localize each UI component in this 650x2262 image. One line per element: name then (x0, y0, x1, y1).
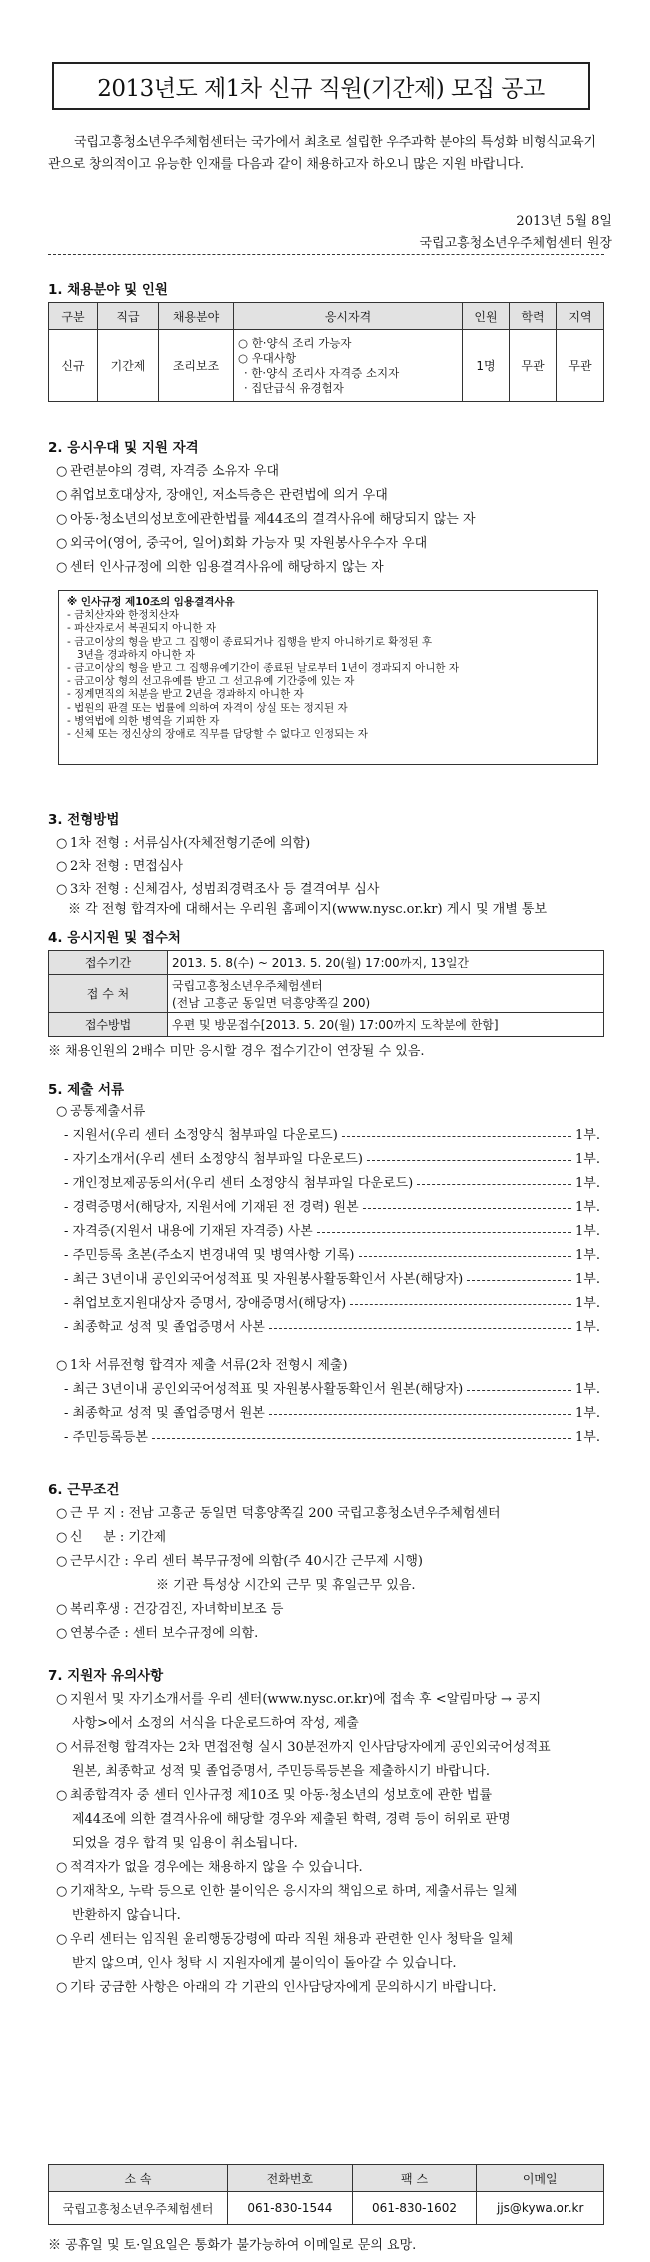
table-header: 직급 (98, 303, 159, 330)
list-item: 센터 인사규정에 의한 임용결격사유에 해당하지 않는 자 (70, 560, 384, 575)
document-quantity: 1부. (575, 1406, 600, 1421)
box-line: - 징계면직의 처분을 받고 2년을 경과하지 아니한 자 (67, 688, 304, 701)
doc-row (64, 1426, 600, 1445)
note-line: 최종합격자 중 센터 인사규정 제10조 및 아동·청소년의 성보호에 관한 법률 (70, 1788, 493, 1803)
dotted-leader (269, 1327, 571, 1329)
list-item: 근무시간 : 우리 센터 복무규정에 의함(주 40시간 근무제 시행) (70, 1554, 423, 1569)
list-item: ○ 최종합격자 중 센터 인사규정 제10조 및 아동·청소년의 성보호에 관한 법률 제44조에 의한 결격사유에 해당할 경우와 제출된 학력, 경력 등이 허위로 판명 되었을 경우 합격 및 임용이 취소됩니다. (56, 1784, 606, 1856)
section-2-heading: 2. 응시우대 및 지원 자격 (48, 440, 199, 456)
document-quantity: 1부. (575, 1430, 600, 1445)
dotted-leader (350, 1303, 571, 1305)
note-line: 우리 센터는 임직원 윤리행동강령에 따라 직원 채용과 관련한 인사 청탁을 일체 (70, 1932, 514, 1947)
dotted-leader (467, 1279, 571, 1281)
list-item: ○ 지원서 및 자기소개서를 우리 센터(www.nysc.or.kr)에 접속 후 <알림마당 → 공지 사항>에서 소정의 서식을 다운로드하여 작성, 제출 (56, 1688, 606, 1736)
contact-table (48, 2164, 604, 2225)
section-7-heading: 7. 지원자 유의사항 (48, 1668, 164, 1684)
doc-name: - 주민등록등본 (64, 1430, 148, 1445)
list-item: 관련분야의 경력, 자격증 소유자 우대 (70, 464, 280, 479)
doc-name: - 지원서(우리 센터 소정양식 첨부파일 다운로드) (64, 1128, 338, 1143)
section-5-heading: 5. 제출 서류 (48, 1082, 125, 1098)
document-quantity: 1부. (575, 1296, 600, 1311)
qualification-line: · 한·양식 조리사 자격증 소지자 (244, 365, 400, 380)
contact-email[interactable]: jjs@kywa.or.kr (477, 2192, 604, 2225)
list-item: 아동·청소년의성보호에관한법률 제44조의 결격사유에 해당되지 않는 자 (70, 512, 476, 527)
table-cell: 2013. 5. 8(수) ~ 2013. 5. 20(월) 17:00까지, 13일간 (168, 951, 604, 975)
doc-row (64, 1172, 600, 1191)
dotted-leader (467, 1389, 571, 1391)
table-cell: 1명 (463, 330, 510, 402)
doc-row (64, 1196, 600, 1215)
notes-list (56, 1688, 606, 2000)
doc-row (64, 1378, 600, 1397)
doc-name: - 경력증명서(해당자, 지원서에 기재된 전 경력) 원본 (64, 1200, 359, 1215)
doc-name: - 자격증(지원서 내용에 기재된 자격증) 사본 (64, 1224, 313, 1239)
list-item: 1차 서류전형 합격자 제출 서류(2차 전형시 제출) (70, 1358, 348, 1373)
note-line: 서류전형 합격자는 2차 면접전형 실시 30분전까지 인사담당자에게 공인외국어성적표 (70, 1740, 551, 1755)
table-header: 구분 (49, 303, 98, 330)
section-6-heading: 6. 근무조건 (48, 1482, 120, 1498)
list-item: 연봉수준 : 센터 보수규정에 의함. (70, 1626, 259, 1641)
document-quantity: 1부. (575, 1248, 600, 1263)
table-header: 팩 스 (352, 2165, 477, 2192)
office-address: (전남 고흥군 동일면 덕흥양쪽길 200) (172, 995, 371, 1010)
doc-name: - 개인정보제공동의서(우리 센터 소정양식 첨부파일 다운로드) (64, 1176, 414, 1191)
doc-row (64, 1292, 600, 1311)
table-cell: 061-830-1544 (228, 2192, 353, 2225)
doc-row (64, 1124, 600, 1143)
selection-note: ※ 각 전형 합격자에 대해서는 우리원 홈페이지(www.nysc.or.kr) 게시 및 개별 통보 (68, 902, 548, 917)
box-line: - 금치산자와 한정치산자 (67, 609, 179, 622)
note-line: 제44조에 의한 결격사유에 해당할 경우와 제출된 학력, 경력 등이 허위로 판명 (72, 1812, 511, 1827)
table-header: 응시자격 (234, 303, 463, 330)
doc-name: - 최근 3년이내 공인외국어성적표 및 자원봉사활동확인서 사본(해당자) (64, 1272, 464, 1287)
note-line: 되었을 경우 합격 및 임용이 취소됩니다. (72, 1836, 298, 1851)
dotted-leader (363, 1207, 571, 1209)
doc-row (64, 1268, 600, 1287)
table-cell: 조리보조 (159, 330, 234, 402)
application-table (48, 950, 604, 1037)
list-item: ○ 기재착오, 누락 등으로 인한 불이익은 응시자의 책임으로 하며, 제출서류는 일체 반환하지 않습니다. (56, 1880, 606, 1928)
doc-name: - 최근 3년이내 공인외국어성적표 및 자원봉사활동확인서 원본(해당자) (64, 1382, 464, 1397)
dotted-leader (269, 1413, 571, 1415)
table-header: 접 수 처 (49, 975, 168, 1013)
table-cell: 우편 및 방문접수[2013. 5. 20(월) 17:00까지 도착분에 한함] (168, 1013, 604, 1037)
box-line: - 금고이상의 형을 받고 그 집행유예기간이 종료된 날로부터 1년이 경과되지 아니한 자 (67, 662, 460, 675)
list-item: 1차 전형 : 서류심사(자체전형기준에 의함) (70, 836, 311, 851)
list-item: 2차 전형 : 면접심사 (70, 859, 183, 874)
list-item: 근 무 지 : 전남 고흥군 동일면 덕흥양쪽길 200 국립고흥청소년우주체험센터 (70, 1506, 501, 1521)
qualifications-cell (234, 330, 463, 402)
table-header: 지역 (557, 303, 604, 330)
page-title: 2013년도 제1차 신규 직원(기간제) 모집 공고 (52, 62, 590, 110)
box-line: - 법원의 판결 또는 법률에 의하여 자격이 상실 또는 정지된 자 (67, 701, 348, 714)
qualification-line: ○ 우대사항 (238, 350, 297, 365)
dotted-leader (342, 1135, 571, 1137)
document-quantity: 1부. (575, 1320, 600, 1335)
table-header: 접수방법 (49, 1013, 168, 1037)
table-cell: 신규 (49, 330, 98, 402)
table-cell: 국립고흥청소년우주체험센터 (49, 2192, 228, 2225)
note-line: 적격자가 없을 경우에는 채용하지 않을 수 있습니다. (70, 1860, 363, 1875)
list-item: 외국어(영어, 중국어, 일어)회화 가능자 및 자원봉사우수자 우대 (70, 536, 428, 551)
box-line: ※ 인사규정 제10조의 임용결격사유 (67, 596, 235, 608)
note-line: 기재착오, 누락 등으로 인한 불이익은 응시자의 책임으로 하며, 제출서류는 일체 (70, 1884, 518, 1899)
list-item: 3차 전형 : 신체검사, 성범죄경력조사 등 결격여부 심사 (70, 882, 380, 897)
divider (48, 254, 604, 255)
list-item: ○ 우리 센터는 임직원 윤리행동강령에 따라 직원 채용과 관련한 인사 청탁을 일체 받지 않으며, 인사 청탁 시 지원자에게 불이익이 돌아갈 수 있습니다. (56, 1928, 606, 1976)
section-4-heading: 4. 응시지원 및 접수처 (48, 930, 181, 946)
list-item: 공통제출서류 (70, 1104, 146, 1119)
doc-name: - 최종학교 성적 및 졸업증명서 사본 (64, 1320, 265, 1335)
box-line: - 금고이상의 형을 받고 그 집행이 종료되거나 집행을 받지 아니하기로 확정된 후 (67, 635, 433, 648)
table-header: 접수기간 (49, 951, 168, 975)
document-quantity: 1부. (575, 1224, 600, 1239)
table-header: 전화번호 (228, 2165, 353, 2192)
list-item: ○ 적격자가 없을 경우에는 채용하지 않을 수 있습니다. (56, 1860, 363, 1875)
document-quantity: 1부. (575, 1382, 600, 1397)
list-item: ○ 서류전형 합격자는 2차 면접전형 실시 30분전까지 인사담당자에게 공인외국어성적표 원본, 최종학교 성적 및 졸업증명서, 주민등록등본을 제출하시기 바랍니다. (56, 1736, 606, 1784)
notice-signer: 국립고흥청소년우주체험센터 원장 (419, 236, 612, 251)
dotted-leader (359, 1255, 572, 1257)
table-cell (168, 975, 604, 1013)
dotted-leader (417, 1183, 571, 1185)
application-note: ※ 채용인원의 2배수 미만 응시할 경우 접수기간이 연장될 수 있음. (48, 1044, 425, 1059)
dotted-leader (367, 1159, 571, 1161)
list-item: 복리후생 : 건강검진, 자녀학비보조 등 (70, 1602, 284, 1617)
position-table (48, 302, 604, 402)
dotted-leader (317, 1231, 571, 1233)
qualification-line: ○ 한·양식 조리 가능자 (238, 335, 352, 350)
list-item: ○ 기타 궁금한 사항은 아래의 각 기관의 인사담당자에게 문의하시기 바랍니다. (56, 1980, 497, 1995)
table-header: 학력 (510, 303, 557, 330)
notice-date: 2013년 5월 8일 (516, 214, 612, 229)
note-line: 반환하지 않습니다. (72, 1908, 181, 1923)
qualification-line: · 집단급식 유경험자 (244, 380, 344, 395)
table-header: 소 속 (49, 2165, 228, 2192)
work-hours-note: ※ 기관 특성상 시간외 근무 및 휴일근무 있음. (156, 1578, 416, 1593)
doc-row (64, 1220, 600, 1239)
box-line: - 파산자로서 복권되지 아니한 자 (67, 622, 216, 635)
table-cell: 061-830-1602 (352, 2192, 477, 2225)
doc-name: - 최종학교 성적 및 졸업증명서 원본 (64, 1406, 265, 1421)
section-3-heading: 3. 전형방법 (48, 812, 120, 828)
document-quantity: 1부. (575, 1200, 600, 1215)
table-cell: 무관 (557, 330, 604, 402)
document-quantity: 1부. (575, 1128, 600, 1143)
doc-row (64, 1316, 600, 1335)
list-item: 취업보호대상자, 장애인, 저소득층은 관련법에 의거 우대 (70, 488, 388, 503)
note-line: 기타 궁금한 사항은 아래의 각 기관의 인사담당자에게 문의하시기 바랍니다. (70, 1980, 497, 1995)
box-line: - 금고이상 형의 선고유예를 받고 그 선고유예 기간중에 있는 자 (67, 675, 355, 688)
box-line: - 신체 또는 정신상의 장애로 직무를 담당할 수 없다고 인정되는 자 (67, 728, 368, 741)
note-line: 지원서 및 자기소개서를 우리 센터(www.nysc.or.kr)에 접속 후 <알림마당 → 공지 (70, 1692, 542, 1707)
note-line: 사항>에서 소정의 서식을 다운로드하여 작성, 제출 (72, 1716, 359, 1731)
disqualification-box (58, 590, 598, 765)
intro-paragraph: 국립고흥청소년우주체험센터는 국가에서 최초로 설립한 우주과학 분야의 특성화 비형식교육기관으로 창의적이고 유능한 인재를 다음과 같이 채용하고자 하오니 많은 지원 바랍니다. (48, 135, 596, 172)
table-header: 이메일 (477, 2165, 604, 2192)
document-quantity: 1부. (575, 1176, 600, 1191)
box-line: - 병역법에 의한 병역을 기피한 자 (67, 714, 220, 727)
contact-note: ※ 공휴일 및 토·일요일은 통화가 불가능하여 이메일로 문의 요망. (48, 2238, 417, 2253)
table-header: 인원 (463, 303, 510, 330)
document-quantity: 1부. (575, 1272, 600, 1287)
doc-name: - 자기소개서(우리 센터 소정양식 첨부파일 다운로드) (64, 1152, 363, 1167)
table-cell: 무관 (510, 330, 557, 402)
list-item: 신 분 : 기간제 (70, 1530, 167, 1545)
doc-name: - 취업보호지원대상자 증명서, 장애증명서(해당자) (64, 1296, 347, 1311)
office-name: 국립고흥청소년우주체험센터 (172, 978, 323, 993)
dotted-leader (152, 1437, 571, 1439)
doc-row (64, 1148, 600, 1167)
doc-name: - 주민등록 초본(주소지 변경내역 및 병역사항 기록) (64, 1248, 355, 1263)
doc-row (64, 1402, 600, 1421)
note-line: 원본, 최종학교 성적 및 졸업증명서, 주민등록등본을 제출하시기 바랍니다. (72, 1764, 491, 1779)
doc-row (64, 1244, 600, 1263)
table-cell: 기간제 (98, 330, 159, 402)
box-line: 3년을 경과하지 아니한 자 (77, 648, 196, 661)
recruitment-notice-page: 2013년도 제1차 신규 직원(기간제) 모집 공고 국립고흥청소년우주체험센터는 국가에서 최초로 설립한 우주과학 분야의 특성화 비형식교육기관으로 창의적이고 유능한 인재를 다음과 같이 채용하고자 하오니 많은 지원 바랍니다. 2013년 5월 8일 국립고흥청소년우주체험센터 원장 1. 채용분야 및 인원 구분 직급 채용분야 응시자격 인원 학력 지역 신규 기간제 조리보조 ○ 한·양식 조리 가능자 ○ 우대사항 · 한·양식 조리사 자격증 소지자 · 집단급식 유경험자 1명 무관 무관 2. 응시우대 및 지원 자격 ○ 관련분야의 경력, 자격증 소유자 우대 ○ 취업보호대상자, 장애인, 저소득층은 관련법에 의거 우대 ○ 아동·청소년의성보호에관한법률 제44조의 결격사유에 해당되지 않는 자 ○ 외국어(영어, 중국어, 일어)회화 가능자 및 자원봉사우수자 우대 ○ 센터 인사규정에 의한 임용결격사유에 해당하지 않는 자 ※ 인사규정 제10조의 임용결격사유 - 금치산자와 한정치산자 - 파산자로서 복권되지 아니한 자 - 금고이상의 형을 받고 그 집행이 종료되거나 집행을 받지 아니하기로 확정된 후 3년을 경과하지 아니한 자 - 금고이상의 형을 받고 그 집행유예기간이 종료된 날로부터 1년이 경과되지 아니한 자 - 금고이상 형의 선고유예를 받고 그 선고유예 기간중에 있는 자 - 징계면직의 처분을 받고 2년을 경과하지 아니한 자 - 법원의 판결 또는 법률에 의하여 자격이 상실 또는 정지된 자 - 병역법에 의한 병역을 기피한 자 - 신체 또는 정신상의 장애로 직무를 담당할 수 없다고 인정되는 자 3. 전형방법 ○ 1차 전형 : 서류심사(자체전형기준에 의함) ○ 2차 전형 : 면접심사 ○ 3차 전형 : 신체검사, 성범죄경력조사 등 결격여부 심사 ※ 각 전형 합격자에 대해서는 우리원 홈페이지(www.nysc.or.kr) 게시 및 개별 통보 4. 응시지원 및 접수처 접수기간 2013. 5. 8(수) ~ 2013. 5. 20(월) 17:00까지, 13일간 접 수 처 국립고흥청소년우주체험센터 (전남 고흥군 동일면 덕흥양쪽길 200) 접수방법 우편 및 방문접수[2013. 5. 20(월) 17:00까지 도착분에 한함] ※ 채용인원의 2배수 미만 응시할 경우 접수기간이 연장될 수 있음. 5. 제출 서류 ○ 공통제출서류 - 지원서(우리 센터 소정양식 첨부파일 다운로드) 1부. - 자기소개서(우리 센터 소정양식 첨부파일 다운로드) 1부. - 개인정보제공동의서(우리 센터 소정양식 첨부파일 다운로드) 1부. - 경력증명서(해당자, 지원서에 기재된 전 경력) 원본 1부. - 자격증(지원서 내용에 기재된 자격증) 사본 1부. - 주민등록 초본(주소지 변경내역 및 병역사항 기록) 1부. - 최근 3년이내 공인외국어성적표 및 자원봉사활동확인서 사본(해당자) 1부. - 취업보호지원대상자 증명서, 장애증명서(해당자) 1부. - 최종학교 성적 및 졸업증명서 사본 1부. ○ 1차 서류전형 합격자 제출 서류(2차 전형시 제출) - 최근 3년이내 공인외국어성적표 및 자원봉사활동확인서 원본(해당자) 1부. - 최종학교 성적 및 졸업증명서 원본 1부. - 주민등록등본 1부. 6. 근무조건 ○ 근 무 지 : 전남 고흥군 동일면 덕흥양쪽길 200 국립고흥청소년우주체험센터 ○ 신 분 : 기간제 ○ 근무시간 : 우리 센터 복무규정에 의함(주 40시간 근무제 시행) ※ 기관 특성상 시간외 근무 및 휴일근무 있음. ○ 복리후생 : 건강검진, 자녀학비보조 등 ○ 연봉수준 : 센터 보수규정에 의함. 7. 지원자 유의사항 ○ 지원서 및 자기소개서를 우리 센터(www.nysc.or.kr)에 접속 후 <알림마당 → 공지 사항>에서 소정의 서식을 다운로드하여 작성, 제출 ○ 서류전형 합격자는 2차 면접전형 실시 30분전까지 인사담당자에게 공인외국어성적표 원본, 최종학교 성적 및 졸업증명서, 주민등록등본을 제출하시기 바랍니다. ○ 최종합격자 중 센터 인사규정 제10조 및 아동·청소년의 성보호에 관한 법률 제44조에 의한 결격사유에 해당할 경우와 제출된 학력, 경력 등이 허위로 판명 되었을 경우 합격 및 임용이 취소됩니다. ○ 적격자가 없을 경우에는 채용하지 않을 수 있습니다. ○ 기재착오, 누락 등으로 인한 불이익은 응시자의 책임으로 하며, 제출서류는 일체 반환하지 않습니다. ○ 우리 센터는 임직원 윤리행동강령에 따라 직원 채용과 관련한 인사 청탁을 일체 받지 않으며, 인사 청탁 시 지원자에게 불이익이 돌아갈 수 있습니다. ○ 기타 궁금한 사항은 아래의 각 기관의 인사담당자에게 문의하시기 바랍니다. 소 속 전화번호 팩 스 이메일 국립고흥청소년우주체험센터 061-830-1544 061-830-1602 jjs@kywa.or.kr ※ 공휴일 및 토·일요일은 통화가 불가능하여 이메일로 문의 요망. (0, 0, 650, 2262)
section-1-heading: 1. 채용분야 및 인원 (48, 282, 168, 298)
table-header: 채용분야 (159, 303, 234, 330)
note-line: 받지 않으며, 인사 청탁 시 지원자에게 불이익이 돌아갈 수 있습니다. (72, 1956, 457, 1971)
document-quantity: 1부. (575, 1152, 600, 1167)
